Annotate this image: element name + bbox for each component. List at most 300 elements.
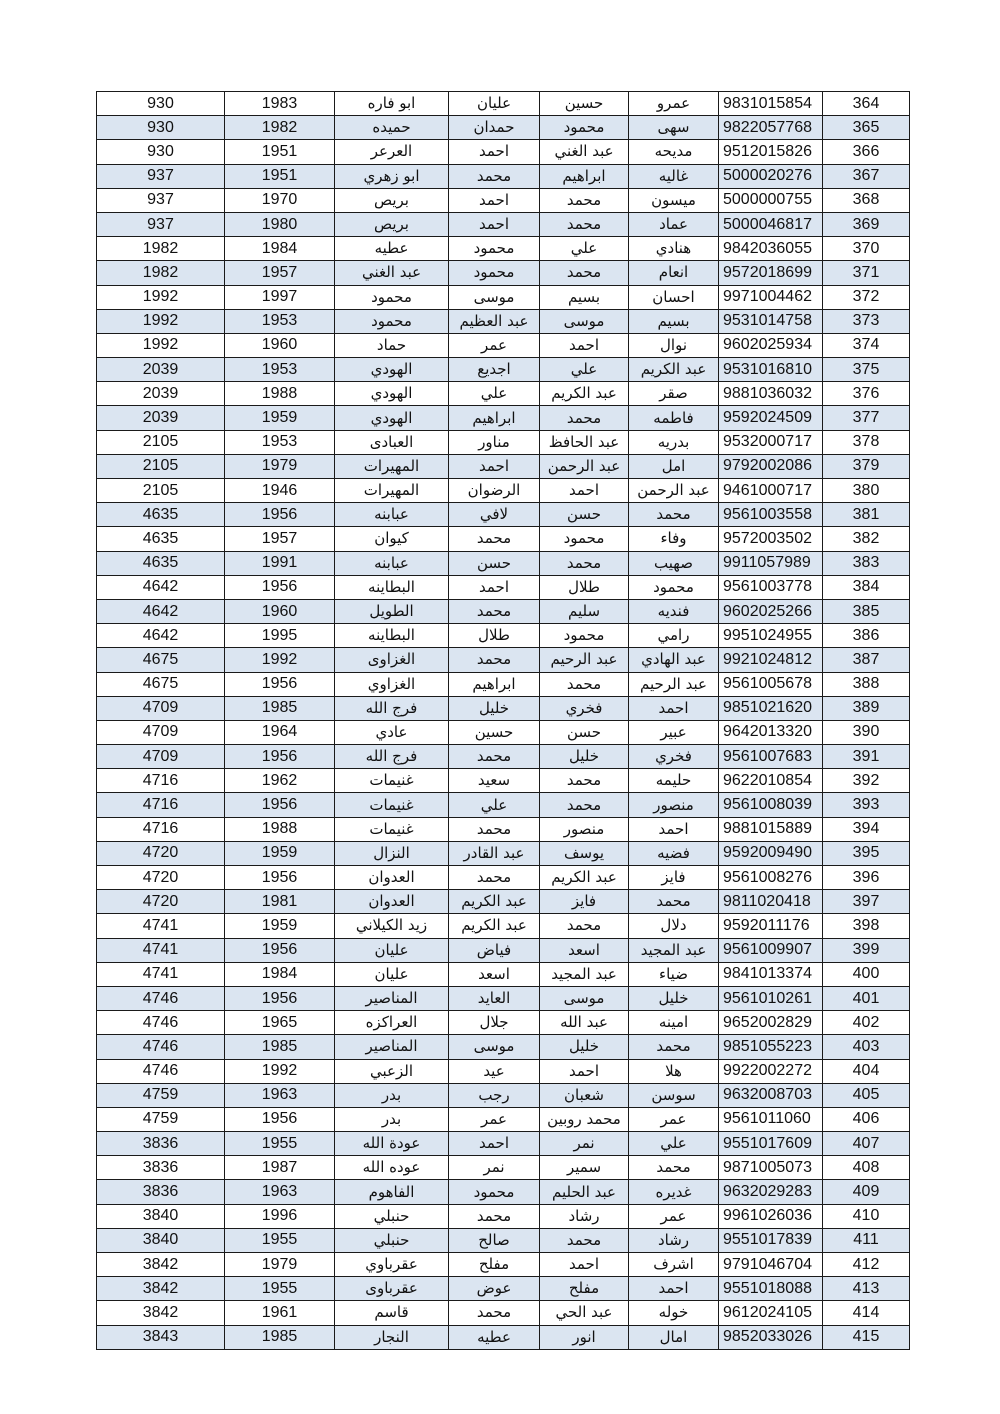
grandfather-name-cell: جلال (449, 1011, 540, 1035)
family-name-cell: عبابنه (335, 551, 449, 575)
code-cell: 3836 (97, 1132, 225, 1156)
first-name-cell: مديحه (629, 140, 719, 164)
table-row (97, 1107, 910, 1131)
family-name-cell: عليان (335, 962, 449, 986)
grandfather-name-cell: محمد (449, 648, 540, 672)
table-row (97, 841, 910, 865)
first-name-cell: صهيب (629, 551, 719, 575)
first-name-cell: هنادي (629, 237, 719, 261)
birth-year-cell: 1970 (225, 188, 335, 212)
national-id-cell: 9551017609 (719, 1132, 823, 1156)
code-cell: 4741 (97, 938, 225, 962)
first-name-cell: احمد (629, 1277, 719, 1301)
father-name-cell: فايز (540, 890, 629, 914)
family-name-cell: كيوان (335, 527, 449, 551)
national-id-cell: 9851055223 (719, 1035, 823, 1059)
father-name-cell: محمد روبين (540, 1107, 629, 1131)
code-cell: 4716 (97, 793, 225, 817)
first-name-cell: حليمه (629, 769, 719, 793)
grandfather-name-cell: موسى (449, 285, 540, 309)
grandfather-name-cell: محمد (449, 1301, 540, 1325)
family-name-cell: قاسم (335, 1301, 449, 1325)
father-name-cell: سليم (540, 599, 629, 623)
grandfather-name-cell: حسين (449, 720, 540, 744)
national-id-cell: 9561011060 (719, 1107, 823, 1131)
national-id-cell: 9561008276 (719, 866, 823, 890)
grandfather-name-cell: عبد القادر (449, 841, 540, 865)
serial-number-cell: 404 (823, 1059, 910, 1083)
first-name-cell: فاطمه (629, 406, 719, 430)
family-name-cell: حنبلي (335, 1228, 449, 1252)
family-name-cell: النزال (335, 841, 449, 865)
father-name-cell: شعبان (540, 1083, 629, 1107)
father-name-cell: محمد (540, 261, 629, 285)
serial-number-cell: 371 (823, 261, 910, 285)
family-name-cell: حنبلي (335, 1204, 449, 1228)
father-name-cell: محمود (540, 527, 629, 551)
serial-number-cell: 395 (823, 841, 910, 865)
code-cell: 930 (97, 116, 225, 140)
table-row (97, 358, 910, 382)
first-name-cell: فنديه (629, 599, 719, 623)
serial-number-cell: 390 (823, 720, 910, 744)
code-cell: 3836 (97, 1156, 225, 1180)
serial-number-cell: 365 (823, 116, 910, 140)
father-name-cell: طلال (540, 575, 629, 599)
father-name-cell: عبد المجيد (540, 962, 629, 986)
grandfather-name-cell: محمد (449, 527, 540, 551)
national-id-cell: 9532000717 (719, 430, 823, 454)
serial-number-cell: 403 (823, 1035, 910, 1059)
records-table (96, 91, 910, 1350)
birth-year-cell: 1951 (225, 164, 335, 188)
serial-number-cell: 369 (823, 212, 910, 236)
table-row (97, 212, 910, 236)
birth-year-cell: 1982 (225, 116, 335, 140)
grandfather-name-cell: احمد (449, 212, 540, 236)
father-name-cell: احمد (540, 1059, 629, 1083)
father-name-cell: موسى (540, 309, 629, 333)
grandfather-name-cell: محمود (449, 261, 540, 285)
national-id-cell: 9602025266 (719, 599, 823, 623)
grandfather-name-cell: احمد (449, 188, 540, 212)
code-cell: 4675 (97, 672, 225, 696)
table-row (97, 745, 910, 769)
father-name-cell: احمد (540, 479, 629, 503)
first-name-cell: ضياء (629, 962, 719, 986)
first-name-cell: رشاد (629, 1228, 719, 1252)
father-name-cell: بسيم (540, 285, 629, 309)
national-id-cell: 9561009907 (719, 938, 823, 962)
family-name-cell: الغزاوي (335, 672, 449, 696)
code-cell: 4759 (97, 1083, 225, 1107)
national-id-cell: 9951024955 (719, 624, 823, 648)
father-name-cell: عبد الحليم (540, 1180, 629, 1204)
serial-number-cell: 406 (823, 1107, 910, 1131)
grandfather-name-cell: حمدان (449, 116, 540, 140)
national-id-cell: 9551018088 (719, 1277, 823, 1301)
table-row (97, 1156, 910, 1180)
birth-year-cell: 1964 (225, 720, 335, 744)
first-name-cell: محمد (629, 1035, 719, 1059)
father-name-cell: محمد (540, 914, 629, 938)
grandfather-name-cell: اسعد (449, 962, 540, 986)
grandfather-name-cell: محمد (449, 1204, 540, 1228)
grandfather-name-cell: محمود (449, 1180, 540, 1204)
birth-year-cell: 1956 (225, 745, 335, 769)
code-cell: 1992 (97, 333, 225, 357)
table-row (97, 527, 910, 551)
grandfather-name-cell: عوض (449, 1277, 540, 1301)
national-id-cell: 9561010261 (719, 986, 823, 1010)
family-name-cell: عطيه (335, 237, 449, 261)
family-name-cell: البطاينه (335, 624, 449, 648)
father-name-cell: محمد (540, 212, 629, 236)
birth-year-cell: 1979 (225, 1253, 335, 1277)
family-name-cell: الهودي (335, 406, 449, 430)
code-cell: 4642 (97, 599, 225, 623)
national-id-cell: 9512015826 (719, 140, 823, 164)
father-name-cell: خليل (540, 745, 629, 769)
first-name-cell: خوله (629, 1301, 719, 1325)
first-name-cell: محمد (629, 890, 719, 914)
father-name-cell: محمد (540, 1228, 629, 1252)
family-name-cell: العدوان (335, 866, 449, 890)
family-name-cell: المناصير (335, 1035, 449, 1059)
serial-number-cell: 379 (823, 454, 910, 478)
birth-year-cell: 1987 (225, 1156, 335, 1180)
father-name-cell: عبد الرحيم (540, 648, 629, 672)
birth-year-cell: 1963 (225, 1180, 335, 1204)
national-id-cell: 9961026036 (719, 1204, 823, 1228)
national-id-cell: 9922002272 (719, 1059, 823, 1083)
table-row (97, 817, 910, 841)
first-name-cell: منصور (629, 793, 719, 817)
table-row (97, 1301, 910, 1325)
code-cell: 4642 (97, 624, 225, 648)
grandfather-name-cell: محمد (449, 745, 540, 769)
birth-year-cell: 1988 (225, 817, 335, 841)
grandfather-name-cell: احمد (449, 454, 540, 478)
first-name-cell: عمرو (629, 92, 719, 116)
grandfather-name-cell: عمر (449, 1107, 540, 1131)
table-row (97, 1083, 910, 1107)
serial-number-cell: 398 (823, 914, 910, 938)
table-row (97, 914, 910, 938)
family-name-cell: محمود (335, 285, 449, 309)
national-id-cell: 5000046817 (719, 212, 823, 236)
national-id-cell: 9911057989 (719, 551, 823, 575)
national-id-cell: 9841013374 (719, 962, 823, 986)
code-cell: 4635 (97, 551, 225, 575)
code-cell: 4746 (97, 986, 225, 1010)
table-row (97, 1204, 910, 1228)
father-name-cell: علي (540, 358, 629, 382)
birth-year-cell: 1991 (225, 551, 335, 575)
family-name-cell: عوده الله (335, 1156, 449, 1180)
table-row (97, 1132, 910, 1156)
national-id-cell: 9561008039 (719, 793, 823, 817)
code-cell: 937 (97, 188, 225, 212)
first-name-cell: امينه (629, 1011, 719, 1035)
family-name-cell: عليان (335, 938, 449, 962)
birth-year-cell: 1951 (225, 140, 335, 164)
serial-number-cell: 388 (823, 672, 910, 696)
code-cell: 4759 (97, 1107, 225, 1131)
code-cell: 4720 (97, 841, 225, 865)
code-cell: 4709 (97, 720, 225, 744)
grandfather-name-cell: نمر (449, 1156, 540, 1180)
serial-number-cell: 396 (823, 866, 910, 890)
father-name-cell: عبد الغني (540, 140, 629, 164)
code-cell: 930 (97, 140, 225, 164)
first-name-cell: عبد المجيد (629, 938, 719, 962)
code-cell: 2039 (97, 382, 225, 406)
father-name-cell: محمد (540, 551, 629, 575)
national-id-cell: 9561007683 (719, 745, 823, 769)
code-cell: 4746 (97, 1035, 225, 1059)
code-cell: 1982 (97, 237, 225, 261)
table-row (97, 285, 910, 309)
first-name-cell: عبد الكريم (629, 358, 719, 382)
serial-number-cell: 415 (823, 1325, 910, 1349)
table-row (97, 986, 910, 1010)
family-name-cell: حميده (335, 116, 449, 140)
national-id-cell: 9642013320 (719, 720, 823, 744)
code-cell: 3836 (97, 1180, 225, 1204)
table-row (97, 309, 910, 333)
grandfather-name-cell: عيد (449, 1059, 540, 1083)
code-cell: 2105 (97, 479, 225, 503)
serial-number-cell: 374 (823, 333, 910, 357)
table-row (97, 92, 910, 116)
grandfather-name-cell: ابراهيم (449, 672, 540, 696)
grandfather-name-cell: عبد الكريم (449, 914, 540, 938)
birth-year-cell: 1959 (225, 841, 335, 865)
table-row (97, 503, 910, 527)
serial-number-cell: 386 (823, 624, 910, 648)
serial-number-cell: 370 (823, 237, 910, 261)
code-cell: 4720 (97, 866, 225, 890)
serial-number-cell: 389 (823, 696, 910, 720)
code-cell: 2039 (97, 406, 225, 430)
grandfather-name-cell: طلال (449, 624, 540, 648)
code-cell: 1992 (97, 309, 225, 333)
family-name-cell: البطاينه (335, 575, 449, 599)
code-cell: 3842 (97, 1277, 225, 1301)
national-id-cell: 9592024509 (719, 406, 823, 430)
code-cell: 4716 (97, 769, 225, 793)
code-cell: 1982 (97, 261, 225, 285)
birth-year-cell: 1960 (225, 333, 335, 357)
national-id-cell: 9791046704 (719, 1253, 823, 1277)
first-name-cell: وفاء (629, 527, 719, 551)
birth-year-cell: 1996 (225, 1204, 335, 1228)
table-row (97, 551, 910, 575)
serial-number-cell: 384 (823, 575, 910, 599)
table-row (97, 1035, 910, 1059)
serial-number-cell: 373 (823, 309, 910, 333)
first-name-cell: هلا (629, 1059, 719, 1083)
birth-year-cell: 1956 (225, 672, 335, 696)
first-name-cell: امل (629, 454, 719, 478)
first-name-cell: فخري (629, 745, 719, 769)
table-row (97, 382, 910, 406)
first-name-cell: احمد (629, 817, 719, 841)
code-cell: 937 (97, 212, 225, 236)
birth-year-cell: 1981 (225, 890, 335, 914)
family-name-cell: الزعبي (335, 1059, 449, 1083)
first-name-cell: نوال (629, 333, 719, 357)
code-cell: 4709 (97, 745, 225, 769)
father-name-cell: اسعد (540, 938, 629, 962)
table-row (97, 479, 910, 503)
family-name-cell: بريص (335, 188, 449, 212)
serial-number-cell: 408 (823, 1156, 910, 1180)
grandfather-name-cell: الرضوان (449, 479, 540, 503)
serial-number-cell: 401 (823, 986, 910, 1010)
serial-number-cell: 383 (823, 551, 910, 575)
first-name-cell: خليل (629, 986, 719, 1010)
family-name-cell: بدر (335, 1083, 449, 1107)
national-id-cell: 9921024812 (719, 648, 823, 672)
father-name-cell: منصور (540, 817, 629, 841)
table-row (97, 890, 910, 914)
serial-number-cell: 381 (823, 503, 910, 527)
table-row (97, 1253, 910, 1277)
father-name-cell: محمود (540, 116, 629, 140)
table-row (97, 116, 910, 140)
family-name-cell: فرج الله (335, 696, 449, 720)
grandfather-name-cell: مناور (449, 430, 540, 454)
father-name-cell: حسين (540, 92, 629, 116)
national-id-cell: 9822057768 (719, 116, 823, 140)
family-name-cell: بدر (335, 1107, 449, 1131)
family-name-cell: غنيمات (335, 769, 449, 793)
table-row (97, 1325, 910, 1349)
father-name-cell: رشاد (540, 1204, 629, 1228)
grandfather-name-cell: عبد الكريم (449, 890, 540, 914)
first-name-cell: عبد الرحيم (629, 672, 719, 696)
birth-year-cell: 1953 (225, 309, 335, 333)
national-id-cell: 9561003558 (719, 503, 823, 527)
serial-number-cell: 376 (823, 382, 910, 406)
national-id-cell: 9851021620 (719, 696, 823, 720)
birth-year-cell: 1956 (225, 1107, 335, 1131)
father-name-cell: خليل (540, 1035, 629, 1059)
national-id-cell: 9971004462 (719, 285, 823, 309)
national-id-cell: 9572018699 (719, 261, 823, 285)
father-name-cell: محمد (540, 188, 629, 212)
grandfather-name-cell: عطيه (449, 1325, 540, 1349)
first-name-cell: فايز (629, 866, 719, 890)
serial-number-cell: 380 (823, 479, 910, 503)
table-row (97, 1011, 910, 1035)
table-row (97, 938, 910, 962)
table-row (97, 140, 910, 164)
family-name-cell: عادي (335, 720, 449, 744)
family-name-cell: عودة الله (335, 1132, 449, 1156)
birth-year-cell: 1960 (225, 599, 335, 623)
birth-year-cell: 1955 (225, 1277, 335, 1301)
birth-year-cell: 1957 (225, 527, 335, 551)
code-cell: 2039 (97, 358, 225, 382)
grandfather-name-cell: احمد (449, 140, 540, 164)
serial-number-cell: 364 (823, 92, 910, 116)
grandfather-name-cell: موسى (449, 1035, 540, 1059)
code-cell: 3843 (97, 1325, 225, 1349)
serial-number-cell: 366 (823, 140, 910, 164)
serial-number-cell: 393 (823, 793, 910, 817)
code-cell: 4741 (97, 914, 225, 938)
serial-number-cell: 411 (823, 1228, 910, 1252)
first-name-cell: غديره (629, 1180, 719, 1204)
first-name-cell: علي (629, 1132, 719, 1156)
birth-year-cell: 1992 (225, 648, 335, 672)
table-row (97, 1059, 910, 1083)
serial-number-cell: 375 (823, 358, 910, 382)
national-id-cell: 9572003502 (719, 527, 823, 551)
birth-year-cell: 1955 (225, 1132, 335, 1156)
serial-number-cell: 378 (823, 430, 910, 454)
code-cell: 4635 (97, 503, 225, 527)
first-name-cell: عمر (629, 1204, 719, 1228)
first-name-cell: عماد (629, 212, 719, 236)
table-row (97, 624, 910, 648)
serial-number-cell: 413 (823, 1277, 910, 1301)
birth-year-cell: 1983 (225, 92, 335, 116)
first-name-cell: بسيم (629, 309, 719, 333)
grandfather-name-cell: احمد (449, 575, 540, 599)
birth-year-cell: 1979 (225, 454, 335, 478)
serial-number-cell: 412 (823, 1253, 910, 1277)
family-name-cell: المهيرات (335, 479, 449, 503)
table-row (97, 333, 910, 357)
first-name-cell: محمد (629, 503, 719, 527)
first-name-cell: ميسون (629, 188, 719, 212)
father-name-cell: ابراهيم (540, 164, 629, 188)
national-id-cell: 9811020418 (719, 890, 823, 914)
table-row (97, 261, 910, 285)
grandfather-name-cell: حسن (449, 551, 540, 575)
first-name-cell: عبد الرحمن (629, 479, 719, 503)
code-cell: 4635 (97, 527, 225, 551)
code-cell: 4746 (97, 1011, 225, 1035)
grandfather-name-cell: العايد (449, 986, 540, 1010)
table-row (97, 575, 910, 599)
national-id-cell: 9881015889 (719, 817, 823, 841)
grandfather-name-cell: محمد (449, 164, 540, 188)
first-name-cell: رامي (629, 624, 719, 648)
serial-number-cell: 394 (823, 817, 910, 841)
serial-number-cell: 391 (823, 745, 910, 769)
grandfather-name-cell: محمد (449, 817, 540, 841)
serial-number-cell: 410 (823, 1204, 910, 1228)
code-cell: 4716 (97, 817, 225, 841)
father-name-cell: محمد (540, 793, 629, 817)
birth-year-cell: 1985 (225, 1325, 335, 1349)
national-id-cell: 9622010854 (719, 769, 823, 793)
family-name-cell: ابو زهري (335, 164, 449, 188)
family-name-cell: الطويل (335, 599, 449, 623)
father-name-cell: محمد (540, 406, 629, 430)
family-name-cell: العبادى (335, 430, 449, 454)
national-id-cell: 9852033026 (719, 1325, 823, 1349)
family-name-cell: فرج الله (335, 745, 449, 769)
code-cell: 4709 (97, 696, 225, 720)
father-name-cell: عبد الرحمن (540, 454, 629, 478)
father-name-cell: محمد (540, 769, 629, 793)
